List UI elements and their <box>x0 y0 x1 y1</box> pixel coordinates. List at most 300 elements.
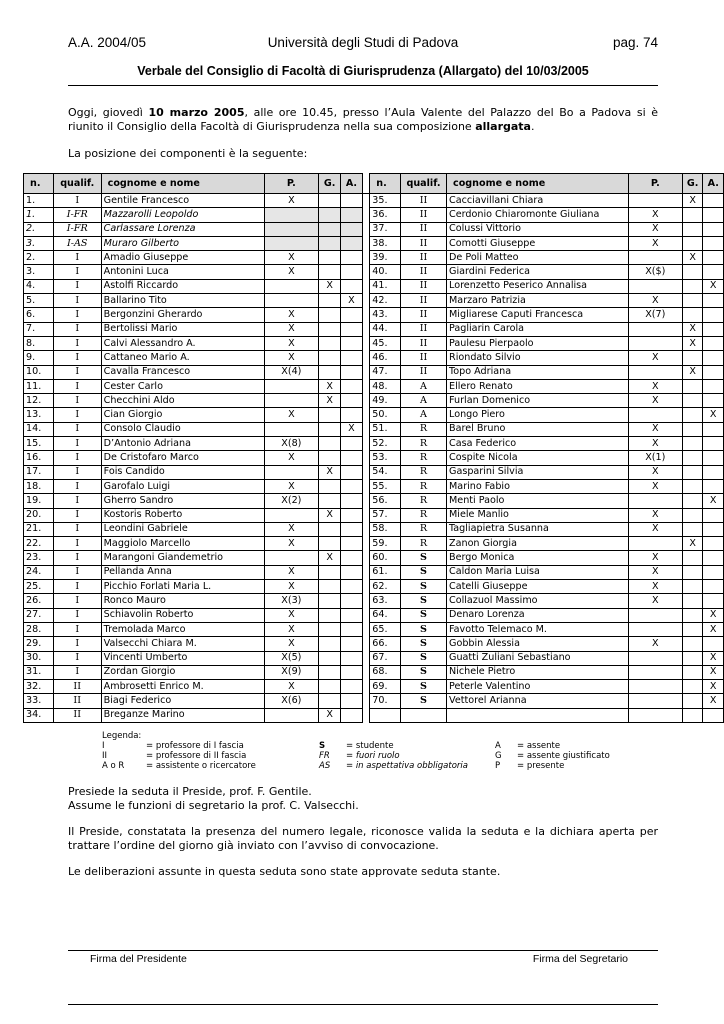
row-justified: X <box>319 551 341 565</box>
row-qualif: R <box>400 465 446 479</box>
row-justified <box>682 465 702 479</box>
row-name: Checchini Aldo <box>101 394 264 408</box>
row-name: Bergo Monica <box>447 551 629 565</box>
legend-entry: = assente <box>517 741 561 751</box>
row-present: X(9) <box>264 665 318 679</box>
legend-entry: = professore di II fascia <box>146 751 247 761</box>
row-absent <box>703 451 724 465</box>
row-absent: X <box>703 608 724 622</box>
legend-entry: I <box>102 741 105 751</box>
row-present: X <box>628 465 682 479</box>
row-absent <box>341 465 362 479</box>
row-present <box>264 222 318 236</box>
column-gap <box>362 365 370 379</box>
row-present <box>628 279 682 293</box>
table-row <box>24 408 724 422</box>
row-present: X <box>264 351 318 365</box>
row-present: X <box>628 637 682 651</box>
header-divider <box>68 85 658 86</box>
table-row <box>24 365 724 379</box>
row-number: 7. <box>24 322 54 336</box>
row-qualif: I <box>53 537 101 551</box>
row-qualif: I <box>53 379 101 393</box>
row-qualif: II <box>400 208 446 222</box>
row-justified <box>319 437 341 451</box>
row-qualif: II <box>400 336 446 350</box>
row-absent: X <box>703 279 724 293</box>
row-absent <box>703 351 724 365</box>
table-row <box>24 422 724 436</box>
row-justified: X <box>319 508 341 522</box>
col-n: n. <box>24 174 54 194</box>
row-name: Furlan Domenico <box>447 394 629 408</box>
row-justified <box>682 265 702 279</box>
row-absent <box>703 594 724 608</box>
column-gap <box>362 294 370 308</box>
bottom-divider <box>68 1004 658 1005</box>
column-gap <box>362 694 370 708</box>
row-number: 54. <box>370 465 401 479</box>
row-name: Guatti Zuliani Sebastiano <box>447 651 629 665</box>
row-name: Peterle Valentino <box>447 680 629 694</box>
row-absent <box>341 694 362 708</box>
row-name: Barel Bruno <box>447 422 629 436</box>
president-signature-label: Firma del Presidente <box>90 953 187 965</box>
meeting-date: 10 marzo 2005 <box>148 106 245 119</box>
row-absent <box>341 708 362 722</box>
column-gap <box>362 437 370 451</box>
row-qualif: I <box>53 565 101 579</box>
row-qualif: R <box>400 479 446 493</box>
row-number: 53. <box>370 451 401 465</box>
row-number: 4. <box>24 279 54 293</box>
row-present: X <box>628 379 682 393</box>
row-name: Migliarese Caputi Francesca <box>447 308 629 322</box>
table-row <box>24 580 724 594</box>
row-name: Ambrosetti Enrico M. <box>101 680 264 694</box>
row-justified <box>319 622 341 636</box>
row-name: Miele Manlio <box>447 508 629 522</box>
row-number: 41. <box>370 279 401 293</box>
row-number: 55. <box>370 479 401 493</box>
row-number: 24. <box>24 565 54 579</box>
row-present: X <box>628 565 682 579</box>
column-gap <box>362 308 370 322</box>
row-present: X <box>264 479 318 493</box>
row-number: 63. <box>370 594 401 608</box>
legend-row <box>102 751 622 761</box>
row-present: X(1) <box>628 451 682 465</box>
row-absent: X <box>703 651 724 665</box>
column-gap <box>362 422 370 436</box>
row-justified: X <box>682 365 702 379</box>
row-absent <box>341 508 362 522</box>
row-justified <box>319 208 341 222</box>
secretary-line: Assume le funzioni di segretario la prof. C. Valsecchi. <box>68 799 359 812</box>
row-present <box>264 508 318 522</box>
row-number: 36. <box>370 208 401 222</box>
row-present: X <box>628 580 682 594</box>
row-justified: X <box>319 708 341 722</box>
row-absent: X <box>703 665 724 679</box>
row-justified: X <box>682 194 702 208</box>
row-absent <box>341 394 362 408</box>
row-present <box>628 251 682 265</box>
row-present: X(4) <box>264 365 318 379</box>
row-name: De Poli Matteo <box>447 251 629 265</box>
row-qualif: II <box>400 294 446 308</box>
row-number: 39. <box>370 251 401 265</box>
row-number: 49. <box>370 394 401 408</box>
row-qualif: S <box>400 665 446 679</box>
table-header-row <box>24 174 724 194</box>
row-absent <box>341 437 362 451</box>
row-present <box>264 208 318 222</box>
row-present: X <box>264 451 318 465</box>
row-qualif: II <box>400 322 446 336</box>
row-qualif: I <box>53 322 101 336</box>
row-justified <box>682 694 702 708</box>
row-present: X(3) <box>264 594 318 608</box>
row-justified <box>319 322 341 336</box>
row-justified <box>319 351 341 365</box>
row-name: Menti Paolo <box>447 494 629 508</box>
table-row <box>24 622 724 636</box>
row-name: Maggiolo Marcello <box>101 537 264 551</box>
row-absent <box>703 508 724 522</box>
row-number: 45. <box>370 336 401 350</box>
table-row <box>24 494 724 508</box>
row-absent: X <box>341 422 362 436</box>
row-present <box>264 379 318 393</box>
page-number: pag. 74 <box>612 35 658 50</box>
row-number: 11. <box>24 379 54 393</box>
row-number: 2. <box>24 251 54 265</box>
row-number: 27. <box>24 608 54 622</box>
row-qualif: I <box>53 251 101 265</box>
row-absent <box>703 437 724 451</box>
row-absent: X <box>703 408 724 422</box>
column-gap <box>362 522 370 536</box>
row-justified <box>682 308 702 322</box>
col-qualif: qualif. <box>53 174 101 194</box>
row-name: Vincenti Umberto <box>101 651 264 665</box>
row-qualif: I <box>53 265 101 279</box>
table-row <box>24 308 724 322</box>
row-absent <box>341 637 362 651</box>
row-name: Paulesu Pierpaolo <box>447 336 629 350</box>
table-row <box>24 551 724 565</box>
row-qualif <box>400 708 446 722</box>
row-number: 38. <box>370 236 401 250</box>
row-absent <box>341 408 362 422</box>
row-qualif: I <box>53 665 101 679</box>
row-present <box>628 708 682 722</box>
university-name: Università degli Studi di Padova <box>267 35 459 50</box>
row-justified <box>319 580 341 594</box>
legend-entry: = in aspettativa obbligatoria <box>346 761 468 771</box>
column-gap <box>362 208 370 222</box>
row-qualif: I <box>53 351 101 365</box>
row-justified <box>682 279 702 293</box>
row-name: Antonini Luca <box>101 265 264 279</box>
deliberations-paragraph: Le deliberazioni assunte in questa seduta sono state approvate seduta stante. <box>68 865 501 878</box>
row-present: X <box>264 580 318 594</box>
row-name: Vettorel Arianna <box>447 694 629 708</box>
row-number: 17. <box>24 465 54 479</box>
row-present: X <box>628 479 682 493</box>
table-row <box>24 194 724 208</box>
row-present: X <box>264 537 318 551</box>
row-absent <box>341 594 362 608</box>
legend-entry: A o R <box>102 761 125 771</box>
column-gap <box>362 651 370 665</box>
row-absent <box>703 208 724 222</box>
row-number: 47. <box>370 365 401 379</box>
legend-entry: = assente giustificato <box>517 751 610 761</box>
row-absent <box>703 580 724 594</box>
row-present <box>264 708 318 722</box>
row-qualif: R <box>400 522 446 536</box>
column-gap <box>362 451 370 465</box>
row-number: 18. <box>24 479 54 493</box>
row-qualif: A <box>400 408 446 422</box>
row-present <box>628 608 682 622</box>
legend-entry: = fuori ruolo <box>346 751 400 761</box>
row-justified <box>682 422 702 436</box>
row-justified <box>682 637 702 651</box>
row-present: X <box>628 437 682 451</box>
row-absent <box>341 251 362 265</box>
row-absent <box>341 551 362 565</box>
row-present <box>628 322 682 336</box>
row-name: Cester Carlo <box>101 379 264 393</box>
column-gap <box>362 680 370 694</box>
row-number: 50. <box>370 408 401 422</box>
col-qualif: qualif. <box>400 174 446 194</box>
row-absent <box>703 222 724 236</box>
row-qualif: S <box>400 694 446 708</box>
row-justified: X <box>319 465 341 479</box>
column-gap <box>362 322 370 336</box>
row-qualif: I <box>53 194 101 208</box>
row-number: 2. <box>24 222 54 236</box>
column-gap <box>362 565 370 579</box>
row-present: X <box>264 565 318 579</box>
column-gap <box>362 408 370 422</box>
row-present: X <box>628 351 682 365</box>
row-justified <box>682 437 702 451</box>
row-name: Ellero Renato <box>447 379 629 393</box>
row-present <box>264 236 318 250</box>
row-qualif: S <box>400 580 446 594</box>
table-row <box>24 665 724 679</box>
row-qualif: R <box>400 508 446 522</box>
row-justified <box>682 708 702 722</box>
row-absent <box>703 708 724 722</box>
row-absent <box>341 565 362 579</box>
row-justified <box>682 479 702 493</box>
row-number: 21. <box>24 522 54 536</box>
row-name: Casa Federico <box>447 437 629 451</box>
legend-entry: A <box>495 741 501 751</box>
row-name: Garofalo Luigi <box>101 479 264 493</box>
row-name: Kostoris Roberto <box>101 508 264 522</box>
row-present: X <box>264 680 318 694</box>
row-absent: X <box>703 494 724 508</box>
row-name: Ronco Mauro <box>101 594 264 608</box>
row-justified <box>319 422 341 436</box>
row-name: Longo Piero <box>447 408 629 422</box>
row-justified <box>319 479 341 493</box>
row-absent <box>703 394 724 408</box>
row-qualif: S <box>400 565 446 579</box>
row-present: X <box>628 208 682 222</box>
row-present: X <box>628 236 682 250</box>
col-a: A. <box>703 174 724 194</box>
row-justified: X <box>682 322 702 336</box>
row-justified: X <box>319 394 341 408</box>
row-present <box>628 680 682 694</box>
row-present: X <box>264 251 318 265</box>
row-number: 42. <box>370 294 401 308</box>
row-absent <box>341 351 362 365</box>
legend-row <box>102 761 622 771</box>
row-number: 10. <box>24 365 54 379</box>
row-qualif: S <box>400 551 446 565</box>
row-justified <box>319 680 341 694</box>
table-row <box>24 294 724 308</box>
row-present: X <box>264 322 318 336</box>
row-present: X(7) <box>628 308 682 322</box>
row-absent <box>703 551 724 565</box>
row-name: Marzaro Patrizia <box>447 294 629 308</box>
row-number: 66. <box>370 637 401 651</box>
table-row <box>24 565 724 579</box>
row-justified <box>319 222 341 236</box>
row-justified <box>682 494 702 508</box>
row-absent <box>341 651 362 665</box>
chair-paragraph <box>68 785 658 813</box>
legend-title: Legenda: <box>102 731 142 741</box>
row-justified <box>682 622 702 636</box>
row-justified <box>682 608 702 622</box>
row-name: Cattaneo Mario A. <box>101 351 264 365</box>
row-present: X <box>264 265 318 279</box>
column-gap <box>362 379 370 393</box>
row-absent <box>703 322 724 336</box>
row-justified <box>319 594 341 608</box>
table-row <box>24 708 724 722</box>
row-name: Ballarino Tito <box>101 294 264 308</box>
row-number: 69. <box>370 680 401 694</box>
row-justified <box>319 308 341 322</box>
row-absent <box>703 236 724 250</box>
row-name: Gasparini Silvia <box>447 465 629 479</box>
row-name: Gentile Francesco <box>101 194 264 208</box>
column-gap <box>362 394 370 408</box>
row-name: Carlassare Lorenza <box>101 222 264 236</box>
row-name: Muraro Gilberto <box>101 236 264 250</box>
col-g: G. <box>319 174 341 194</box>
col-name: cognome e nome <box>447 174 629 194</box>
row-absent <box>341 379 362 393</box>
row-justified <box>319 265 341 279</box>
row-present: X($) <box>628 265 682 279</box>
column-gap <box>362 465 370 479</box>
row-justified: X <box>682 537 702 551</box>
row-qualif: I <box>53 408 101 422</box>
row-number: 37. <box>370 222 401 236</box>
row-present <box>628 194 682 208</box>
row-absent <box>341 580 362 594</box>
row-qualif: I <box>53 308 101 322</box>
row-number <box>370 708 401 722</box>
row-present <box>628 365 682 379</box>
column-gap <box>362 537 370 551</box>
row-qualif: II <box>400 308 446 322</box>
row-number: 6. <box>24 308 54 322</box>
row-number: 30. <box>24 651 54 665</box>
row-qualif: I <box>53 279 101 293</box>
row-absent: X <box>703 694 724 708</box>
table-row <box>24 208 724 222</box>
table-row <box>24 522 724 536</box>
row-name: Colussi Vittorio <box>447 222 629 236</box>
row-qualif: R <box>400 451 446 465</box>
row-qualif: S <box>400 622 446 636</box>
row-absent <box>341 222 362 236</box>
row-qualif: II <box>400 236 446 250</box>
row-name: Pellanda Anna <box>101 565 264 579</box>
row-present <box>628 408 682 422</box>
row-justified <box>319 336 341 350</box>
row-name: Caldon Maria Luisa <box>447 565 629 579</box>
row-absent <box>703 565 724 579</box>
row-number: 13. <box>24 408 54 422</box>
legend-entry: FR <box>319 751 330 761</box>
row-name: Biagi Federico <box>101 694 264 708</box>
row-present <box>264 551 318 565</box>
row-qualif: I <box>53 651 101 665</box>
row-present: X <box>628 222 682 236</box>
table-row <box>24 451 724 465</box>
row-justified <box>319 565 341 579</box>
row-qualif: I-FR <box>53 208 101 222</box>
row-justified <box>319 251 341 265</box>
row-justified <box>682 408 702 422</box>
row-qualif: I <box>53 336 101 350</box>
row-justified <box>682 508 702 522</box>
col-p: P. <box>264 174 318 194</box>
table-row <box>24 279 724 293</box>
row-name: Cerdonio Chiaromonte Giuliana <box>447 208 629 222</box>
table-row <box>24 222 724 236</box>
row-justified <box>682 680 702 694</box>
row-number: 68. <box>370 665 401 679</box>
row-absent <box>703 465 724 479</box>
row-name: Mazzarolli Leopoldo <box>101 208 264 222</box>
academic-year: A.A. 2004/05 <box>68 35 147 50</box>
row-name: Denaro Lorenza <box>447 608 629 622</box>
row-qualif: I <box>53 479 101 493</box>
row-name: Comotti Giuseppe <box>447 236 629 250</box>
row-justified <box>319 651 341 665</box>
row-absent: X <box>703 622 724 636</box>
row-absent <box>341 308 362 322</box>
col-g: G. <box>682 174 702 194</box>
legend <box>102 731 622 771</box>
